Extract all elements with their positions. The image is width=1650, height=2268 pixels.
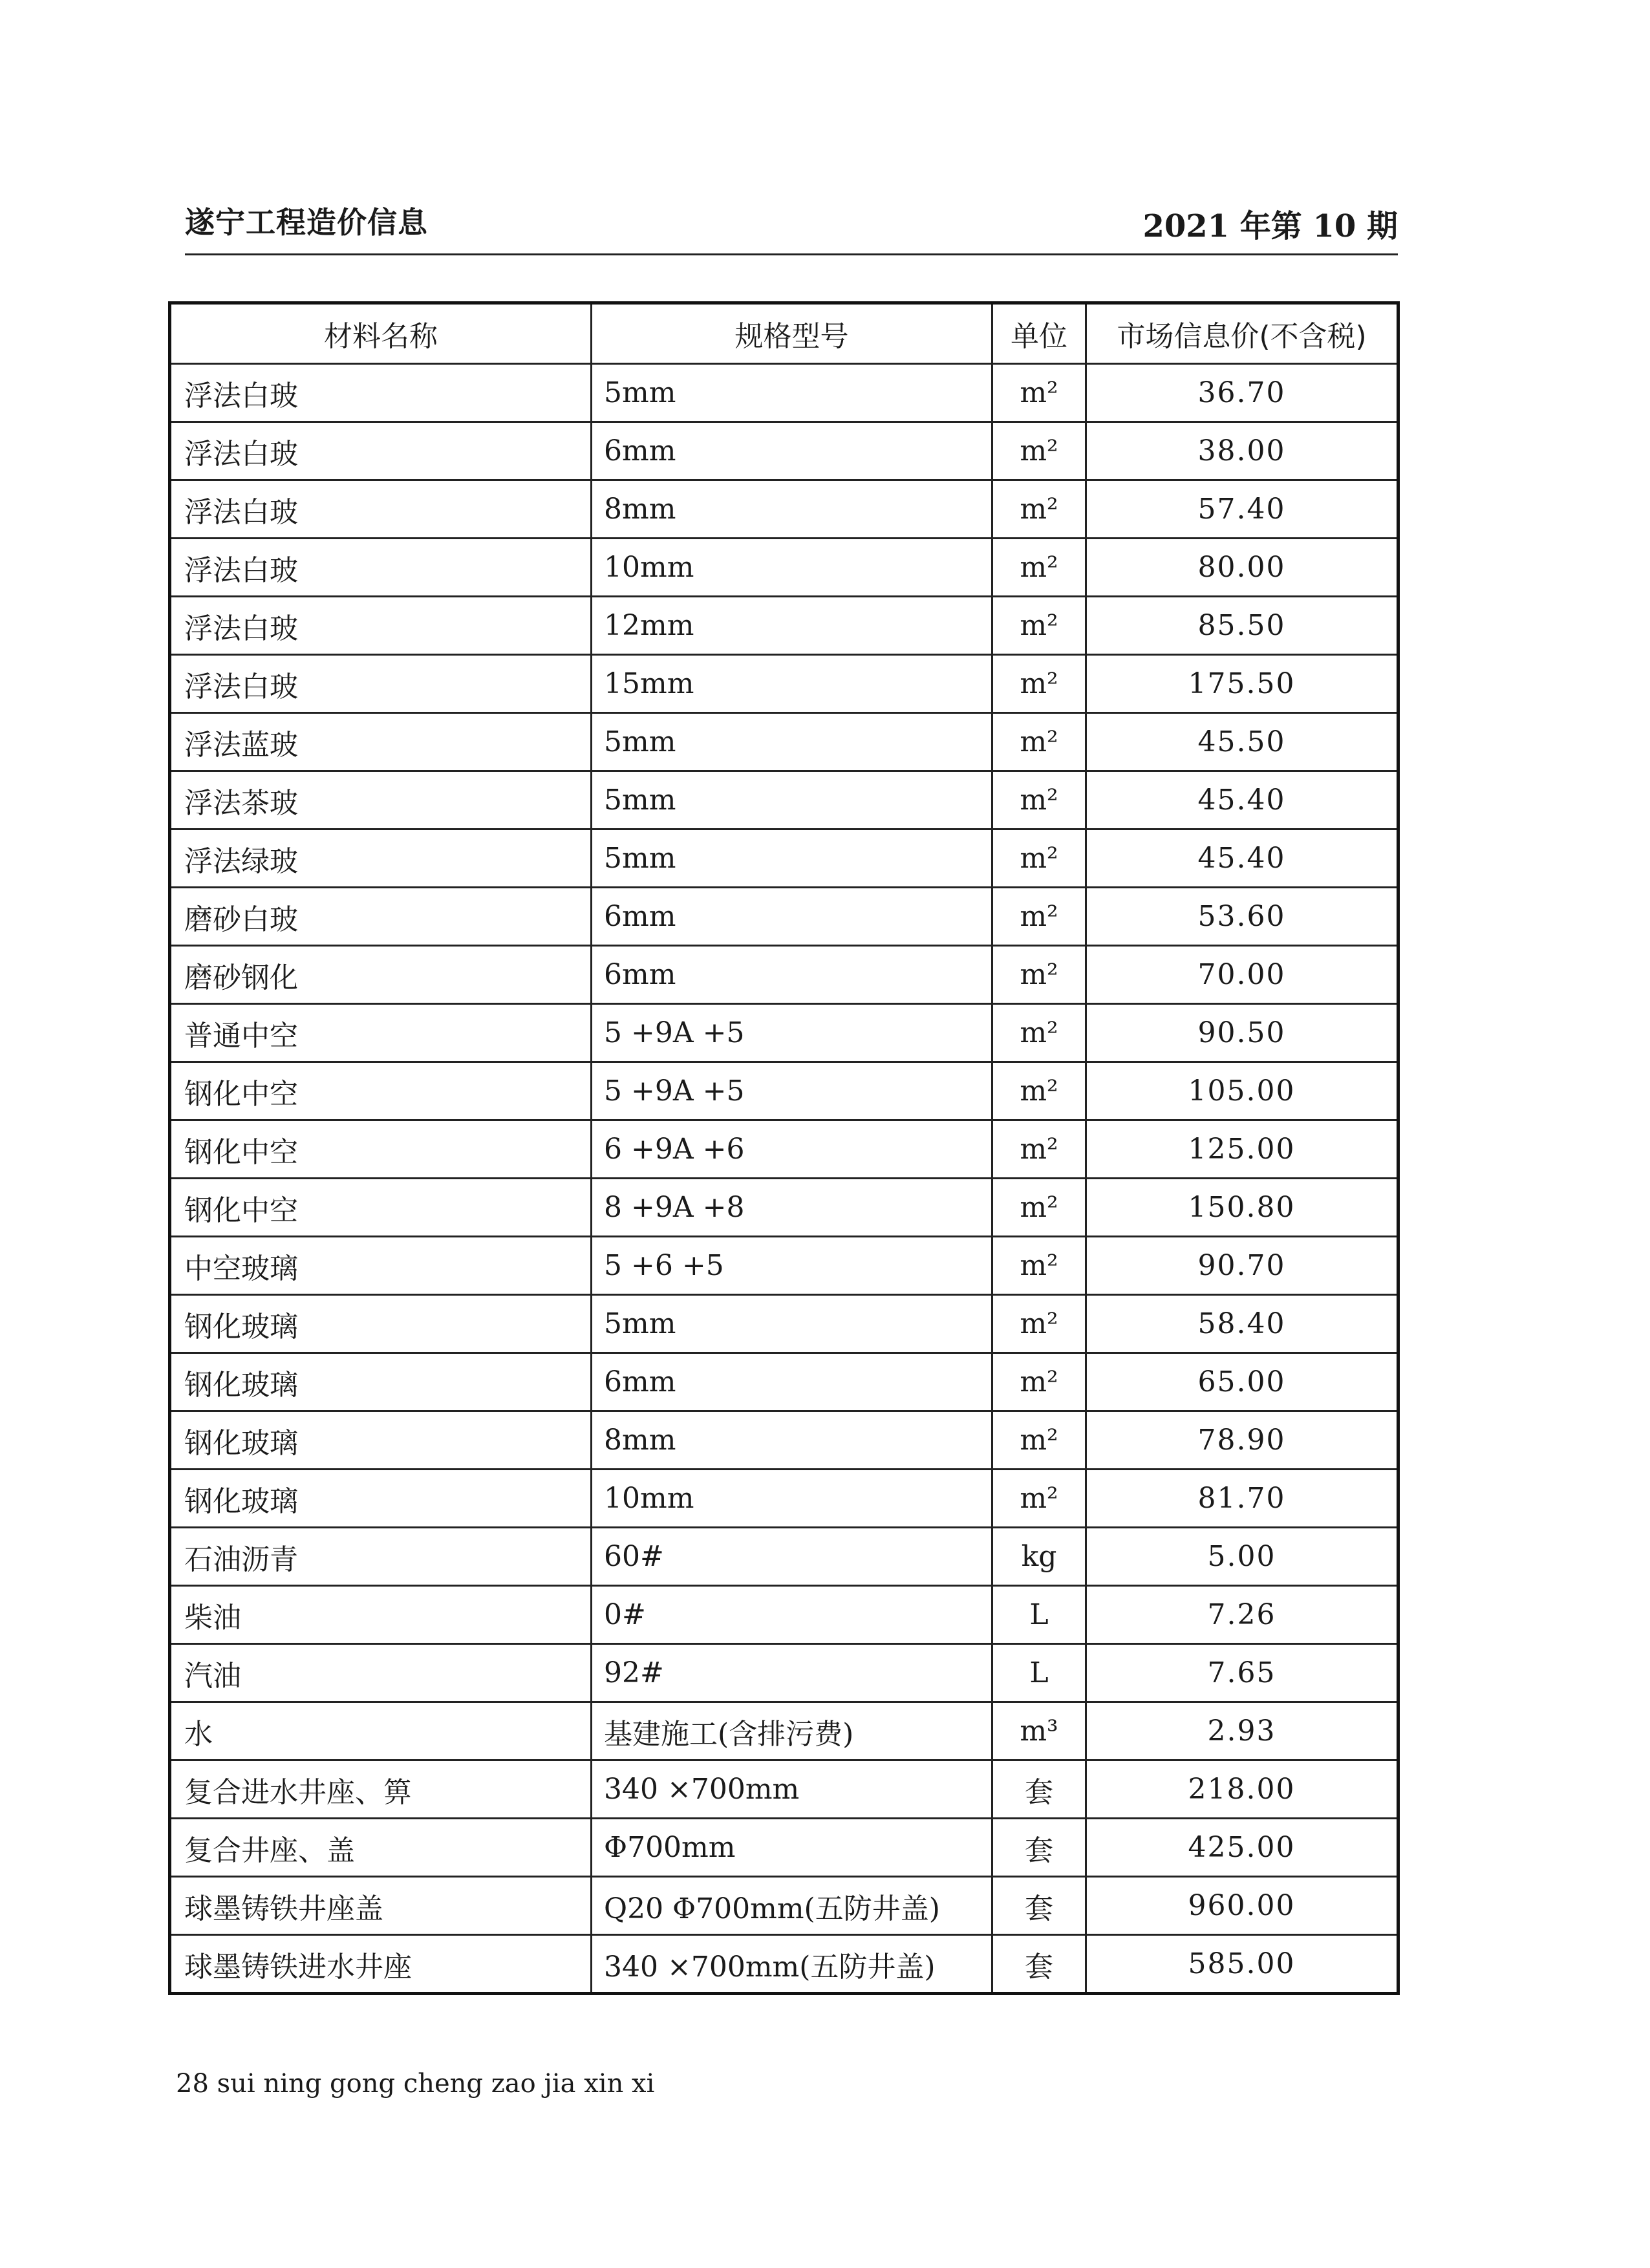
specification-cell: 5mm — [592, 364, 992, 422]
material-name-cell: 浮法白玻 — [170, 364, 592, 422]
specification-cell: 6mm — [592, 888, 992, 946]
unit-cell: m² — [992, 1353, 1086, 1411]
page-header — [185, 194, 1398, 255]
material-name-cell: 水 — [170, 1702, 592, 1760]
price-cell: 53.60 — [1086, 888, 1398, 946]
unit-cell: 套 — [992, 1877, 1086, 1935]
material-name-cell: 浮法白玻 — [170, 655, 592, 713]
material-name-cell: 浮法白玻 — [170, 539, 592, 597]
material-name-cell: 浮法蓝玻 — [170, 713, 592, 771]
specification-cell: 5mm — [592, 713, 992, 771]
material-name-cell: 钢化玻璃 — [170, 1295, 592, 1353]
column-header-specification: 规格型号 — [592, 303, 992, 364]
specification-cell: Q20 Φ700mm(五防井盖) — [592, 1877, 992, 1935]
table-row — [170, 422, 1398, 480]
price-cell: 58.40 — [1086, 1295, 1398, 1353]
material-name-cell: 浮法绿玻 — [170, 829, 592, 888]
table-header-row — [170, 303, 1398, 364]
price-cell: 960.00 — [1086, 1877, 1398, 1935]
table-row — [170, 1179, 1398, 1237]
table-row — [170, 1237, 1398, 1295]
table-row — [170, 713, 1398, 771]
unit-cell: m² — [992, 480, 1086, 539]
specification-cell: 基建施工(含排污费) — [592, 1702, 992, 1760]
table-row — [170, 1586, 1398, 1644]
price-cell: 81.70 — [1086, 1470, 1398, 1528]
material-name-cell: 钢化玻璃 — [170, 1411, 592, 1470]
unit-cell: m² — [992, 422, 1086, 480]
unit-cell: L — [992, 1644, 1086, 1702]
price-cell: 70.00 — [1086, 946, 1398, 1004]
price-cell: 2.93 — [1086, 1702, 1398, 1760]
specification-cell: 8mm — [592, 480, 992, 539]
material-name-cell: 钢化玻璃 — [170, 1470, 592, 1528]
issue-number: 2021 年第 10 期 — [1142, 208, 1398, 244]
table-row — [170, 1411, 1398, 1470]
table-row — [170, 946, 1398, 1004]
column-header-price: 市场信息价(不含税) — [1086, 303, 1398, 364]
material-name-cell: 石油沥青 — [170, 1528, 592, 1586]
specification-cell: 12mm — [592, 597, 992, 655]
specification-cell: 6 +9A +6 — [592, 1120, 992, 1179]
price-cell: 65.00 — [1086, 1353, 1398, 1411]
table-row — [170, 1760, 1398, 1819]
material-name-cell: 复合井座、盖 — [170, 1819, 592, 1877]
specification-cell: 8 +9A +8 — [592, 1179, 992, 1237]
price-cell: 90.70 — [1086, 1237, 1398, 1295]
price-cell: 78.90 — [1086, 1411, 1398, 1470]
unit-cell: m² — [992, 713, 1086, 771]
price-cell: 57.40 — [1086, 480, 1398, 539]
specification-cell: 10mm — [592, 539, 992, 597]
specification-cell: 340 ×700mm(五防井盖) — [592, 1935, 992, 1994]
unit-cell: m² — [992, 946, 1086, 1004]
specification-cell: 340 ×700mm — [592, 1760, 992, 1819]
table-row — [170, 1295, 1398, 1353]
price-cell: 7.26 — [1086, 1586, 1398, 1644]
table-row — [170, 364, 1398, 422]
publication-title: 遂宁工程造价信息 — [185, 205, 428, 240]
unit-cell: m² — [992, 888, 1086, 946]
price-table-container — [168, 301, 1397, 1995]
specification-cell: 10mm — [592, 1470, 992, 1528]
table-row — [170, 597, 1398, 655]
table-body — [170, 364, 1398, 1994]
table-row — [170, 1004, 1398, 1062]
price-cell: 175.50 — [1086, 655, 1398, 713]
price-cell: 80.00 — [1086, 539, 1398, 597]
material-name-cell: 钢化中空 — [170, 1179, 592, 1237]
table-row — [170, 480, 1398, 539]
column-header-unit: 单位 — [992, 303, 1086, 364]
unit-cell: m² — [992, 597, 1086, 655]
unit-cell: m² — [992, 364, 1086, 422]
specification-cell: 5mm — [592, 1295, 992, 1353]
price-cell: 85.50 — [1086, 597, 1398, 655]
unit-cell: 套 — [992, 1935, 1086, 1994]
price-cell: 425.00 — [1086, 1819, 1398, 1877]
price-table — [168, 301, 1400, 1995]
material-name-cell: 柴油 — [170, 1586, 592, 1644]
price-cell: 125.00 — [1086, 1120, 1398, 1179]
table-row — [170, 1528, 1398, 1586]
table-row — [170, 1935, 1398, 1994]
price-cell: 45.40 — [1086, 771, 1398, 829]
specification-cell: 15mm — [592, 655, 992, 713]
material-name-cell: 球墨铸铁井座盖 — [170, 1877, 592, 1935]
price-cell: 5.00 — [1086, 1528, 1398, 1586]
specification-cell: 5 +6 +5 — [592, 1237, 992, 1295]
material-name-cell: 普通中空 — [170, 1004, 592, 1062]
table-row — [170, 829, 1398, 888]
unit-cell: m² — [992, 539, 1086, 597]
unit-cell: L — [992, 1586, 1086, 1644]
price-cell: 36.70 — [1086, 364, 1398, 422]
specification-cell: 60# — [592, 1528, 992, 1586]
price-cell: 7.65 — [1086, 1644, 1398, 1702]
table-row — [170, 655, 1398, 713]
unit-cell: m² — [992, 1470, 1086, 1528]
table-row — [170, 1702, 1398, 1760]
table-row — [170, 1819, 1398, 1877]
specification-cell: 6mm — [592, 422, 992, 480]
unit-cell: m² — [992, 1120, 1086, 1179]
table-row — [170, 1120, 1398, 1179]
material-name-cell: 浮法茶玻 — [170, 771, 592, 829]
material-name-cell: 钢化玻璃 — [170, 1353, 592, 1411]
specification-cell: 5mm — [592, 771, 992, 829]
specification-cell: 5mm — [592, 829, 992, 888]
price-cell: 90.50 — [1086, 1004, 1398, 1062]
table-row — [170, 1470, 1398, 1528]
material-name-cell: 球墨铸铁进水井座 — [170, 1935, 592, 1994]
specification-cell: 8mm — [592, 1411, 992, 1470]
table-row — [170, 1877, 1398, 1935]
specification-cell: 0# — [592, 1586, 992, 1644]
unit-cell: m² — [992, 829, 1086, 888]
specification-cell: 92# — [592, 1644, 992, 1702]
specification-cell: 6mm — [592, 1353, 992, 1411]
unit-cell: m² — [992, 1295, 1086, 1353]
specification-cell: Φ700mm — [592, 1819, 992, 1877]
material-name-cell: 浮法白玻 — [170, 597, 592, 655]
table-row — [170, 1353, 1398, 1411]
specification-cell: 6mm — [592, 946, 992, 1004]
page-footer: 28 sui ning gong cheng zao jia xin xi — [176, 2069, 655, 2099]
unit-cell: m³ — [992, 1702, 1086, 1760]
price-cell: 218.00 — [1086, 1760, 1398, 1819]
price-cell: 150.80 — [1086, 1179, 1398, 1237]
price-cell: 45.50 — [1086, 713, 1398, 771]
material-name-cell: 复合进水井座、箅 — [170, 1760, 592, 1819]
column-header-material-name: 材料名称 — [170, 303, 592, 364]
table-row — [170, 539, 1398, 597]
material-name-cell: 汽油 — [170, 1644, 592, 1702]
unit-cell: m² — [992, 1237, 1086, 1295]
specification-cell: 5 +9A +5 — [592, 1062, 992, 1120]
price-cell: 45.40 — [1086, 829, 1398, 888]
material-name-cell: 钢化中空 — [170, 1120, 592, 1179]
unit-cell: 套 — [992, 1760, 1086, 1819]
table-row — [170, 888, 1398, 946]
unit-cell: m² — [992, 1062, 1086, 1120]
price-cell: 105.00 — [1086, 1062, 1398, 1120]
unit-cell: m² — [992, 771, 1086, 829]
table-row — [170, 1062, 1398, 1120]
unit-cell: m² — [992, 1004, 1086, 1062]
table-row — [170, 1644, 1398, 1702]
material-name-cell: 浮法白玻 — [170, 422, 592, 480]
unit-cell: m² — [992, 655, 1086, 713]
material-name-cell: 钢化中空 — [170, 1062, 592, 1120]
unit-cell: kg — [992, 1528, 1086, 1586]
price-cell: 585.00 — [1086, 1935, 1398, 1994]
material-name-cell: 中空玻璃 — [170, 1237, 592, 1295]
material-name-cell: 浮法白玻 — [170, 480, 592, 539]
unit-cell: m² — [992, 1179, 1086, 1237]
price-cell: 38.00 — [1086, 422, 1398, 480]
table-row — [170, 771, 1398, 829]
material-name-cell: 磨砂白玻 — [170, 888, 592, 946]
unit-cell: 套 — [992, 1819, 1086, 1877]
unit-cell: m² — [992, 1411, 1086, 1470]
specification-cell: 5 +9A +5 — [592, 1004, 992, 1062]
material-name-cell: 磨砂钢化 — [170, 946, 592, 1004]
